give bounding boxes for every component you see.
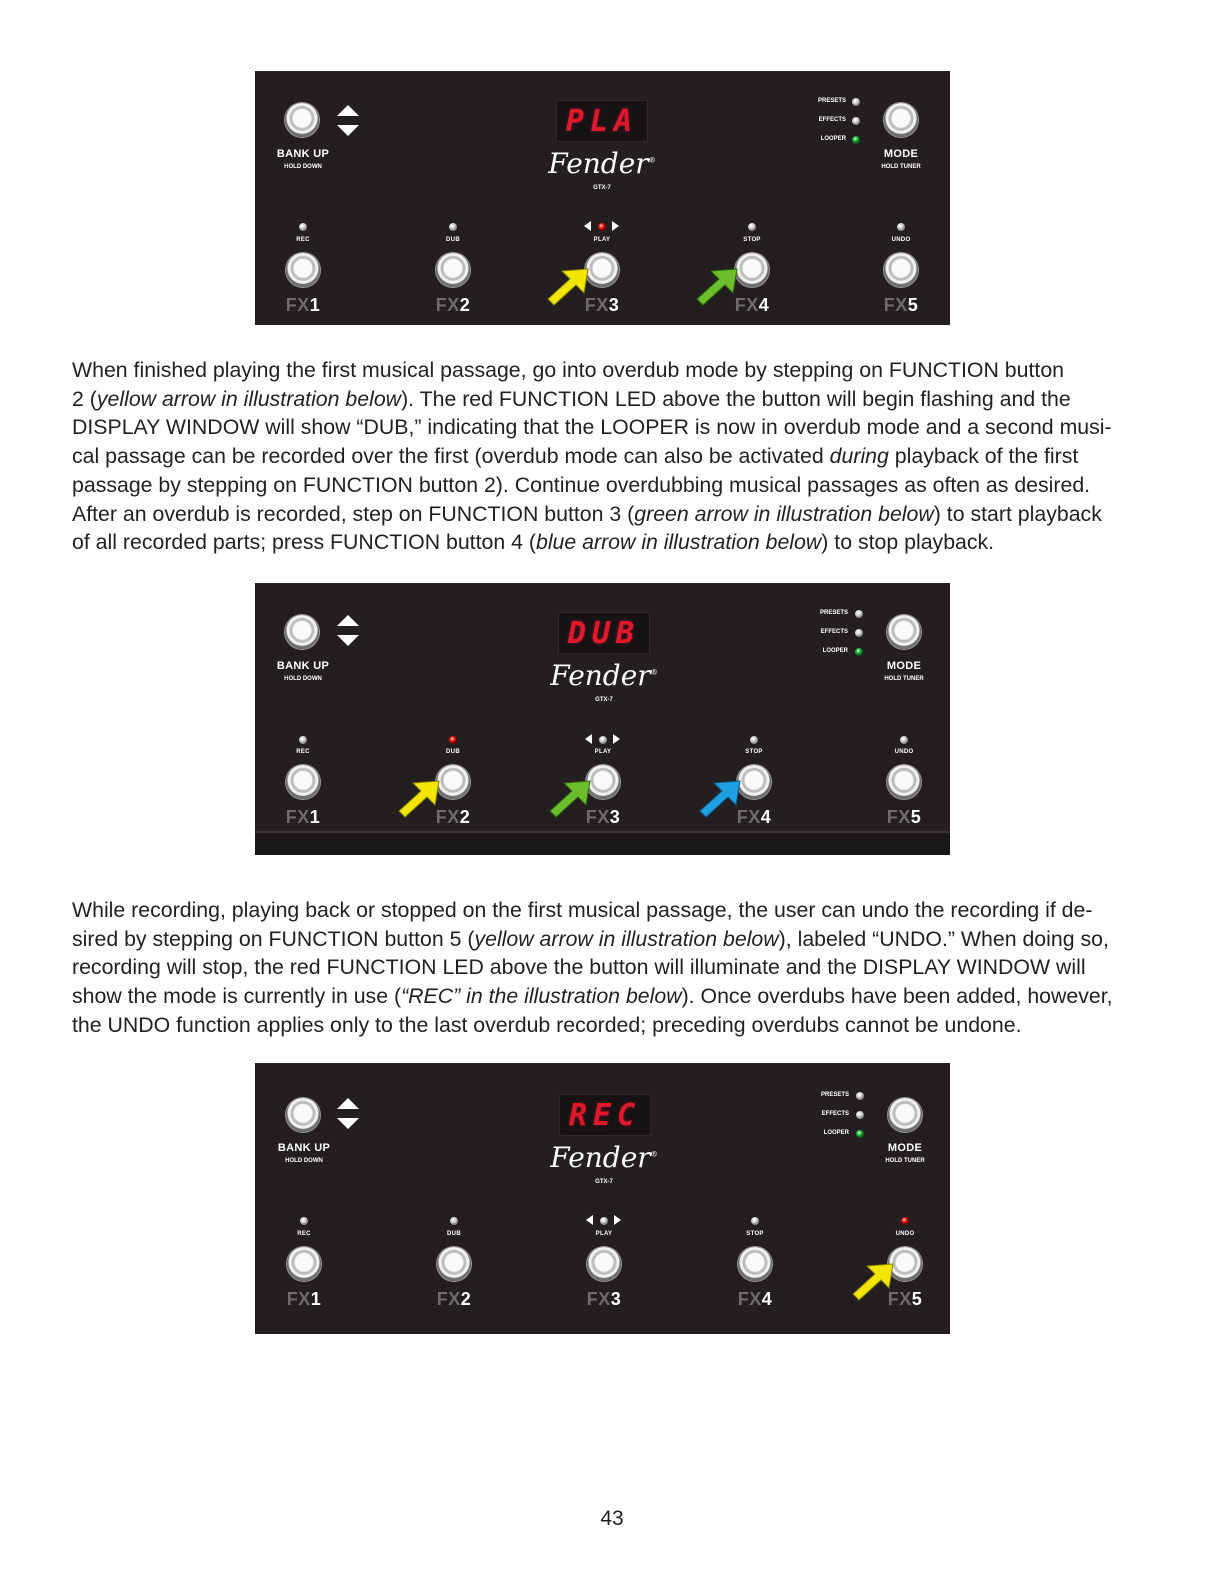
mode-footswitch[interactable] bbox=[887, 615, 921, 649]
paragraph-line bbox=[72, 385, 1144, 414]
text-run: the UNDO function applies only to the last overdub recorded; preceding overdubs cannot be undone. bbox=[72, 1012, 1022, 1037]
yellow-arrow-icon bbox=[546, 267, 590, 307]
stop-led bbox=[750, 736, 758, 744]
paragraph-line bbox=[72, 982, 1144, 1011]
effects-indicator-label: EFFECTS bbox=[820, 629, 848, 635]
rec-label: REC bbox=[296, 749, 310, 755]
fx1-footswitch[interactable] bbox=[286, 253, 320, 287]
text-run: show the mode is currently in use ( bbox=[72, 984, 402, 1009]
paragraph-line bbox=[72, 925, 1144, 954]
text-run: sired by stepping on FUNCTION button 5 ( bbox=[72, 926, 475, 951]
bank-up-arrow-icon bbox=[337, 1098, 359, 1109]
bank-up-label: BANK UP bbox=[276, 660, 330, 672]
rec-label: REC bbox=[296, 237, 310, 243]
fx3-label: FX3 bbox=[586, 1289, 622, 1309]
paragraph-line bbox=[72, 1011, 1144, 1040]
fx4-footswitch[interactable] bbox=[735, 253, 769, 287]
presets-led bbox=[852, 98, 860, 106]
play-led bbox=[598, 223, 606, 231]
dub-label: DUB bbox=[446, 749, 460, 755]
italic-text-run: blue arrow in illustration below bbox=[535, 530, 822, 555]
undo-led bbox=[900, 736, 908, 744]
fender-logo: Fender® bbox=[548, 147, 656, 180]
effects-indicator-label: EFFECTS bbox=[818, 117, 846, 123]
model-label: GTX-7 bbox=[595, 1179, 613, 1185]
fx2-footswitch[interactable] bbox=[437, 1247, 471, 1281]
display-window bbox=[559, 1094, 651, 1136]
text-run: After an overdub is recorded, step on FUNCTION button 3 ( bbox=[72, 501, 635, 526]
mode-footswitch[interactable] bbox=[888, 1098, 922, 1132]
fx2-footswitch[interactable] bbox=[436, 253, 470, 287]
italic-text-run: green arrow in illustration below bbox=[634, 501, 934, 526]
bank-up-arrow-icon bbox=[337, 615, 359, 626]
text-run: ). Once overdubs have been added, however, bbox=[681, 984, 1113, 1009]
paragraph-line bbox=[72, 471, 1144, 500]
looper-indicator-label: LOOPER bbox=[820, 136, 846, 142]
play-label: PLAY bbox=[593, 237, 611, 243]
play-left-arrow-icon bbox=[584, 221, 591, 231]
pedal-base-edge bbox=[255, 831, 950, 855]
fx3-footswitch[interactable] bbox=[587, 1247, 621, 1281]
presets-indicator-label: PRESETS bbox=[820, 1092, 849, 1098]
dub-led bbox=[449, 223, 457, 231]
pedal-illustration-3 bbox=[255, 1063, 950, 1334]
text-run: ). The red FUNCTION LED above the button will begin flashing and the bbox=[401, 386, 1071, 411]
fx4-label: FX4 bbox=[736, 807, 772, 827]
display-window bbox=[558, 612, 650, 654]
play-left-arrow-icon bbox=[585, 734, 592, 744]
fx4-label: FX4 bbox=[737, 1289, 773, 1309]
fender-logo: Fender® bbox=[550, 1141, 658, 1174]
text-run: While recording, playing back or stopped on the first musical passage, the user can undo the recording if de- bbox=[72, 898, 1093, 922]
stop-led bbox=[751, 1217, 759, 1225]
text-run: ), labeled “UNDO.” When doing so, bbox=[778, 926, 1109, 951]
fx1-label: FX1 bbox=[286, 1289, 322, 1309]
dub-label: DUB bbox=[446, 237, 460, 243]
paragraph-line bbox=[72, 896, 1144, 925]
play-left-arrow-icon bbox=[586, 1215, 593, 1225]
hold-tuner-label: HOLD TUNER bbox=[881, 164, 921, 170]
hold-tuner-label: HOLD TUNER bbox=[885, 1158, 925, 1164]
effects-led bbox=[852, 117, 860, 125]
play-right-arrow-icon bbox=[614, 1215, 621, 1225]
text-run: recording will stop, the red FUNCTION LED above the button will illuminate and the DISPLAY WINDOW will bbox=[72, 955, 1086, 980]
fx1-label: FX1 bbox=[285, 807, 321, 827]
dub-label: DUB bbox=[447, 1231, 461, 1237]
fx5-footswitch[interactable] bbox=[887, 765, 921, 799]
stop-label: STOP bbox=[745, 749, 763, 755]
stop-led bbox=[748, 223, 756, 231]
display-text: REC bbox=[568, 1097, 642, 1133]
text-run: passage by stepping on FUNCTION button 2). Continue overdubbing musical passages as often as desired. bbox=[72, 472, 1091, 497]
mode-label: MODE bbox=[883, 148, 919, 160]
looper-indicator-label: LOOPER bbox=[823, 1130, 849, 1136]
fx1-label: FX1 bbox=[285, 295, 321, 315]
effects-indicator-label: EFFECTS bbox=[821, 1111, 849, 1117]
rec-led bbox=[299, 736, 307, 744]
hold-tuner-label: HOLD TUNER bbox=[884, 676, 924, 682]
fx5-label: FX5 bbox=[883, 295, 919, 315]
fx3-label: FX3 bbox=[584, 295, 620, 315]
model-label: GTX-7 bbox=[593, 185, 611, 191]
undo-label: UNDO bbox=[894, 749, 914, 755]
fx5-label: FX5 bbox=[887, 1289, 923, 1309]
fx1-footswitch[interactable] bbox=[286, 765, 320, 799]
text-run: DISPLAY WINDOW will show “DUB,” indicating that the LOOPER is now in overdub mode and a second musi- bbox=[72, 415, 1112, 440]
rec-label: REC bbox=[297, 1231, 311, 1237]
fx3-footswitch[interactable] bbox=[585, 253, 619, 287]
fx5-footswitch[interactable] bbox=[884, 253, 918, 287]
stop-label: STOP bbox=[743, 237, 761, 243]
page-number: 43 bbox=[600, 1507, 624, 1530]
hold-down-label: HOLD DOWN bbox=[284, 676, 322, 682]
model-label: GTX-7 bbox=[595, 697, 613, 703]
looper-led bbox=[856, 1130, 864, 1138]
bank-up-footswitch[interactable] bbox=[285, 103, 319, 137]
play-led bbox=[599, 736, 607, 744]
fx3-label: FX3 bbox=[585, 807, 621, 827]
italic-text-run: during bbox=[829, 444, 889, 469]
green-arrow-icon bbox=[695, 267, 739, 307]
hold-down-label: HOLD DOWN bbox=[284, 164, 322, 170]
text-run: 2 ( bbox=[72, 386, 97, 411]
effects-led bbox=[855, 629, 863, 637]
effects-led bbox=[856, 1111, 864, 1119]
bank-down-arrow-icon bbox=[337, 635, 359, 646]
blue-arrow-icon bbox=[698, 779, 742, 819]
bank-up-footswitch[interactable] bbox=[285, 615, 319, 649]
bank-down-arrow-icon bbox=[337, 1118, 359, 1129]
italic-text-run: yellow arrow in illustration below bbox=[474, 926, 779, 951]
paragraph-line bbox=[72, 528, 1144, 557]
fender-logo: Fender® bbox=[550, 659, 658, 692]
fx1-footswitch[interactable] bbox=[287, 1247, 321, 1281]
text-run: of all recorded parts; press FUNCTION button 4 ( bbox=[72, 530, 536, 555]
play-right-arrow-icon bbox=[613, 734, 620, 744]
bank-up-footswitch[interactable] bbox=[286, 1098, 320, 1132]
italic-text-run: “REC” in the illustration below bbox=[401, 984, 682, 1009]
play-right-arrow-icon bbox=[612, 221, 619, 231]
pedal-illustration-1 bbox=[255, 71, 950, 325]
mode-footswitch[interactable] bbox=[884, 103, 918, 137]
fx2-footswitch[interactable] bbox=[436, 765, 470, 799]
play-led bbox=[600, 1217, 608, 1225]
presets-indicator-label: PRESETS bbox=[819, 610, 848, 616]
bank-down-arrow-icon bbox=[337, 125, 359, 136]
text-run: ) to start playback bbox=[933, 501, 1102, 526]
yellow-arrow-icon bbox=[397, 779, 441, 819]
looper-indicator-label: LOOPER bbox=[822, 648, 848, 654]
overdub-instructions-paragraph bbox=[72, 356, 1144, 557]
mode-label: MODE bbox=[887, 1142, 923, 1154]
undo-label: UNDO bbox=[895, 1231, 915, 1237]
text-run: cal passage can be recorded over the first (overdub mode can also be activated bbox=[72, 444, 830, 469]
presets-led bbox=[856, 1092, 864, 1100]
bank-up-label: BANK UP bbox=[277, 1142, 331, 1154]
fx4-footswitch[interactable] bbox=[738, 1247, 772, 1281]
yellow-arrow-icon bbox=[851, 1262, 895, 1302]
text-run: playback of the first bbox=[888, 444, 1079, 469]
undo-instructions-paragraph bbox=[72, 896, 1144, 1040]
paragraph-line bbox=[72, 500, 1144, 529]
dub-led bbox=[450, 1217, 458, 1225]
display-text: DUB bbox=[567, 615, 641, 651]
paragraph-line bbox=[72, 953, 1144, 982]
fx4-label: FX4 bbox=[734, 295, 770, 315]
green-arrow-icon bbox=[548, 779, 592, 819]
looper-led bbox=[852, 136, 860, 144]
text-run: ) to stop playback. bbox=[821, 530, 995, 555]
play-label: PLAY bbox=[594, 749, 612, 755]
undo-led bbox=[901, 1217, 909, 1225]
paragraph-line bbox=[72, 442, 1144, 471]
mode-label: MODE bbox=[886, 660, 922, 672]
undo-led bbox=[897, 223, 905, 231]
bank-up-label: BANK UP bbox=[276, 148, 330, 160]
italic-text-run: yellow arrow in illustration below bbox=[96, 386, 402, 411]
bank-up-arrow-icon bbox=[337, 105, 359, 116]
paragraph-line bbox=[72, 356, 1144, 385]
presets-indicator-label: PRESETS bbox=[817, 98, 846, 104]
fx4-footswitch[interactable] bbox=[737, 765, 771, 799]
fx2-label: FX2 bbox=[435, 295, 471, 315]
rec-led bbox=[299, 223, 307, 231]
play-label: PLAY bbox=[595, 1231, 613, 1237]
fx5-label: FX5 bbox=[886, 807, 922, 827]
presets-led bbox=[855, 610, 863, 618]
hold-down-label: HOLD DOWN bbox=[285, 1158, 323, 1164]
pedal-illustration-2 bbox=[255, 583, 950, 855]
looper-led bbox=[855, 648, 863, 656]
display-text: PLA bbox=[565, 103, 639, 139]
text-run: When finished playing the first musical passage, go into overdub mode by stepping on FUNCTION button bbox=[72, 358, 1065, 382]
stop-label: STOP bbox=[746, 1231, 764, 1237]
display-window bbox=[556, 100, 648, 142]
rec-led bbox=[300, 1217, 308, 1225]
fx2-label: FX2 bbox=[436, 1289, 472, 1309]
fx2-label: FX2 bbox=[435, 807, 471, 827]
undo-label: UNDO bbox=[891, 237, 911, 243]
dub-led bbox=[449, 736, 457, 744]
paragraph-line bbox=[72, 413, 1144, 442]
